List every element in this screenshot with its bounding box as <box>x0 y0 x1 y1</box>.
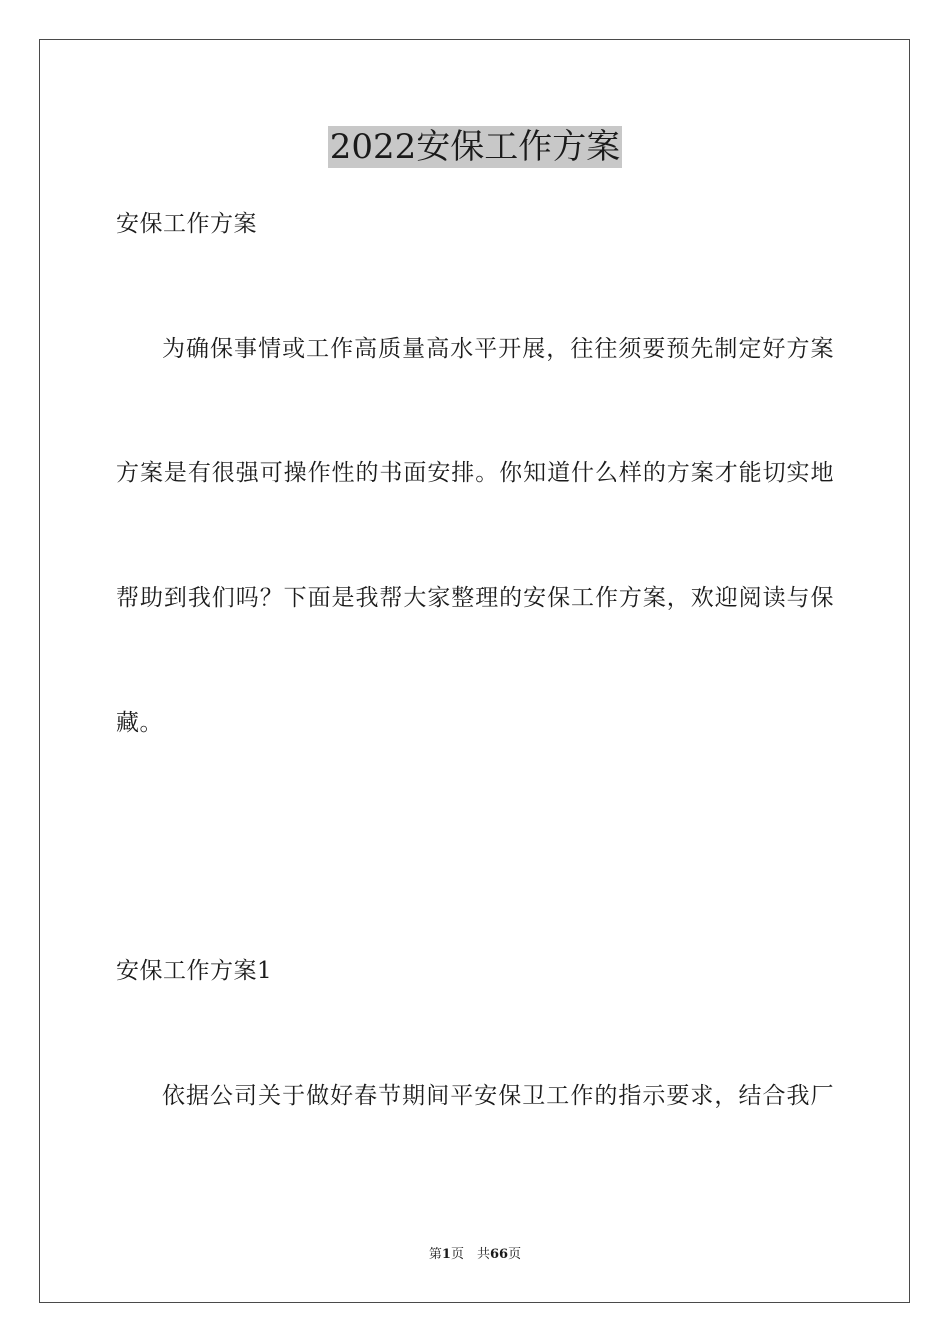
section-heading-1: 安保工作方案1 <box>116 958 273 984</box>
footer-prefix: 第 <box>428 1247 442 1262</box>
document-title: 2022安保工作方案 <box>329 127 621 167</box>
footer-suffix: 页 <box>508 1247 522 1262</box>
title-container <box>0 126 950 168</box>
paragraph-line: 藏。 <box>116 710 163 736</box>
footer-mid: 页 共 <box>450 1247 490 1262</box>
paragraph-line: 方案是有很强可操作性的书面安排。你知道什么样的方案才能切实地 <box>116 460 834 486</box>
paragraph-line: 依据公司关于做好春节期间平安保卫工作的指示要求，结合我厂 <box>162 1083 834 1109</box>
paragraph-line: 帮助到我们吗？下面是我帮大家整理的安保工作方案，欢迎阅读与保 <box>116 585 834 611</box>
section-heading-intro: 安保工作方案 <box>116 211 257 237</box>
paragraph-line: 为确保事情或工作高质量高水平开展，往往须要预先制定好方案 <box>162 336 834 362</box>
footer-current-page: 1 <box>441 1247 451 1262</box>
page-footer <box>0 1246 950 1264</box>
footer-total-pages: 66 <box>489 1247 509 1262</box>
